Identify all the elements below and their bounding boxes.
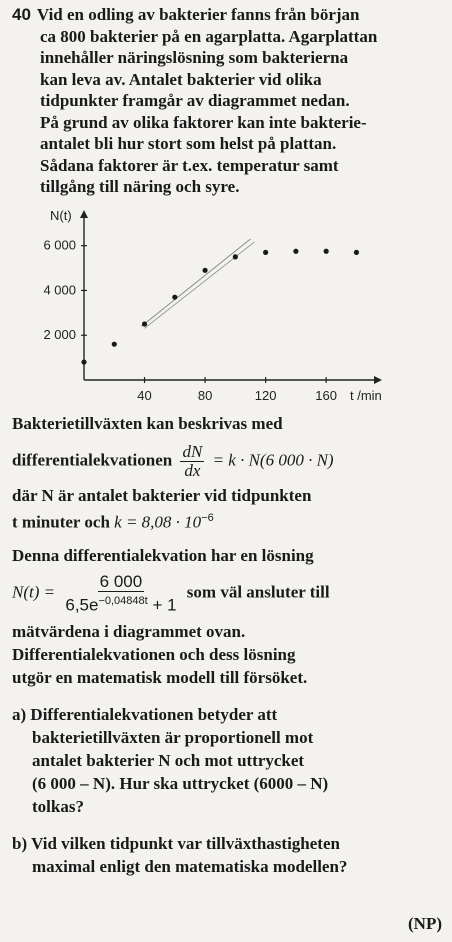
y-tick-label: 2 000 (43, 327, 76, 343)
problem-intro (12, 4, 444, 198)
data-point (172, 295, 177, 300)
question-a-label: a) (12, 705, 27, 725)
tangent-line (145, 242, 255, 328)
differential-equation-line: differentialekvationen $\frac{dN}{dx}$ = k · N(6 000 · N) (12, 442, 334, 480)
y-axis-arrow (80, 210, 88, 218)
x-axis-label: t /min (350, 388, 382, 403)
question-a: a) Differentialekvationen betyder att bakterietillväxten är proportionell mot antalet bakterier N och mot uttrycket (6 000 – N). Hur ska uttrycket (6000 – N) tolkas? (12, 705, 329, 817)
x-tick-label: 120 (254, 388, 277, 403)
x-axis-arrow (374, 376, 382, 384)
intro-line: tillgång till näring och syre. (40, 177, 240, 196)
y-tick-label: 6 000 (43, 237, 76, 253)
bacteria-growth-chart (40, 208, 382, 420)
y-axis-label: N(t) (50, 208, 72, 223)
data-point (142, 321, 147, 326)
question-b: b) Vid vilken tidpunkt var tillväxthastigheten maximal enligt den matematiska modellen? (12, 834, 348, 877)
problem-body (12, 412, 444, 878)
body-line: Bakterietillväxten kan beskrivas med (12, 414, 283, 433)
data-point (202, 268, 207, 273)
source-label: (NP) (408, 914, 442, 933)
data-point (81, 359, 86, 364)
y-tick-label: 4 000 (43, 282, 76, 298)
intro-line: 40 Vid en odling av bakterier fanns från början (12, 5, 360, 24)
body-line: Differentialekvationen och dess lösning (12, 645, 296, 665)
problem-number: 40 (12, 5, 31, 24)
intro-line: tidpunkter framgår av diagrammet nedan. (40, 91, 350, 110)
chart-canvas (40, 208, 382, 420)
intro-line: Sådana faktorer är t.ex. temperatur samt (40, 155, 339, 175)
data-point (354, 250, 359, 255)
intro-line: antalet bli hur stort som helst på plattan. (40, 134, 337, 153)
intro-line: kan leva av. Antalet bakterier vid olika (40, 69, 322, 89)
body-line: utgör en matematisk modell till försöket. (12, 668, 308, 688)
data-point (293, 249, 298, 254)
solution-fraction: $\frac{6 000}{6,5e^{-0,04848t} + 1}$ (65, 571, 177, 615)
data-point (324, 249, 329, 254)
intro-line: innehåller näringslösning som bakterierna (40, 48, 349, 67)
body-line: mätvärdena i diagrammet ovan. (12, 622, 246, 642)
intro-line: ca 800 bakterier på en agarplatta. Agarplattan (40, 26, 378, 46)
x-tick-label: 160 (315, 388, 338, 403)
data-point (112, 342, 117, 347)
intro-line: På grund av olika faktorer kan inte bakterie- (40, 112, 367, 132)
solution-line: N(t) = $\frac{6 000}{6,5e^{-0,04848t} + 1}$ som väl ansluter till (12, 571, 330, 615)
x-tick-label: 40 (137, 388, 152, 403)
tangent-line (142, 239, 251, 326)
data-point (263, 250, 268, 255)
body-line: Denna differentialekvation har en lösning (12, 545, 314, 565)
question-b-label: b) (12, 834, 28, 854)
k-value-line: t minuter och $k = 8,08 \cdot 10^{-6}$ (12, 512, 214, 532)
data-point (233, 254, 238, 259)
x-tick-label: 80 (197, 388, 213, 403)
derivative-fraction: $\frac{dN}{dx}$ (182, 442, 203, 480)
equation-rhs: = k · N(6 000 · N) (212, 450, 334, 470)
body-line: där N är antalet bakterier vid tidpunkten (12, 486, 312, 505)
